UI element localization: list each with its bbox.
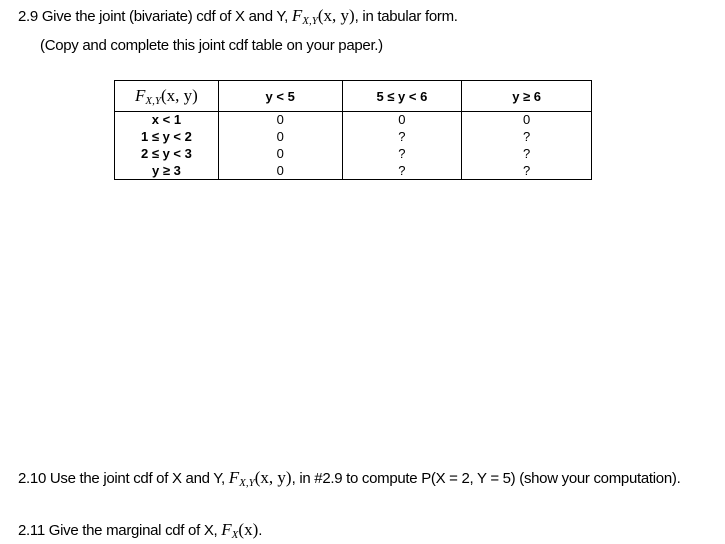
table-cell: ? [342,146,462,163]
column-header: y < 5 [218,81,342,112]
column-header: 5 ≤ y < 6 [342,81,462,112]
table-corner-header: $F_{X,Y}(x$, y) [115,81,219,112]
problem-2-10-text: 2.10 Use the joint cdf of X and Y, [18,470,225,487]
problem-2-11-line [18,520,262,541]
table-cell: 0 [218,146,342,163]
table-row [115,146,592,163]
cdf-notation: $F_{X,Y}(x$, y) [291,6,355,27]
table-cell: 0 [218,129,342,146]
problem-2-9-line [18,6,458,27]
table-header-row [115,81,592,112]
problem-2-10-suffix: , in #2.9 to compute P(X = 2, Y = 5) (show your computation). [291,470,681,487]
row-label: 1 ≤ y < 2 [115,129,219,146]
problem-2-11-text: 2.11 Give the marginal cdf of X, [18,522,218,539]
table-cell: ? [342,163,462,180]
row-label: y ≥ 3 [115,163,219,180]
problem-2-9-suffix: , in tabular form. [354,8,458,25]
column-header: y ≥ 6 [462,81,592,112]
table-cell: ? [462,129,592,146]
marginal-cdf-notation: $F_X(x)$ [221,520,259,541]
table-row [115,112,592,129]
row-label: 2 ≤ y < 3 [115,146,219,163]
table-cell: ? [342,129,462,146]
row-label: x < 1 [115,112,219,129]
table-cell: ? [462,163,592,180]
problem-2-9-instruction: (Copy and complete this joint cdf table on your paper.) [40,37,383,54]
table-cell: ? [462,146,592,163]
joint-cdf-table [114,80,592,180]
table-cell: 0 [218,163,342,180]
problem-2-9-text: 2.9 Give the joint (bivariate) cdf of X and Y, [18,8,288,25]
cdf-notation: $F_{X,Y}(x$, y) [228,468,292,489]
table-cell: 0 [342,112,462,129]
problem-2-11-suffix: . [258,522,263,539]
problem-2-10-line [18,468,680,489]
table-row [115,163,592,180]
table-cell: 0 [218,112,342,129]
table-cell: 0 [462,112,592,129]
table-row [115,129,592,146]
